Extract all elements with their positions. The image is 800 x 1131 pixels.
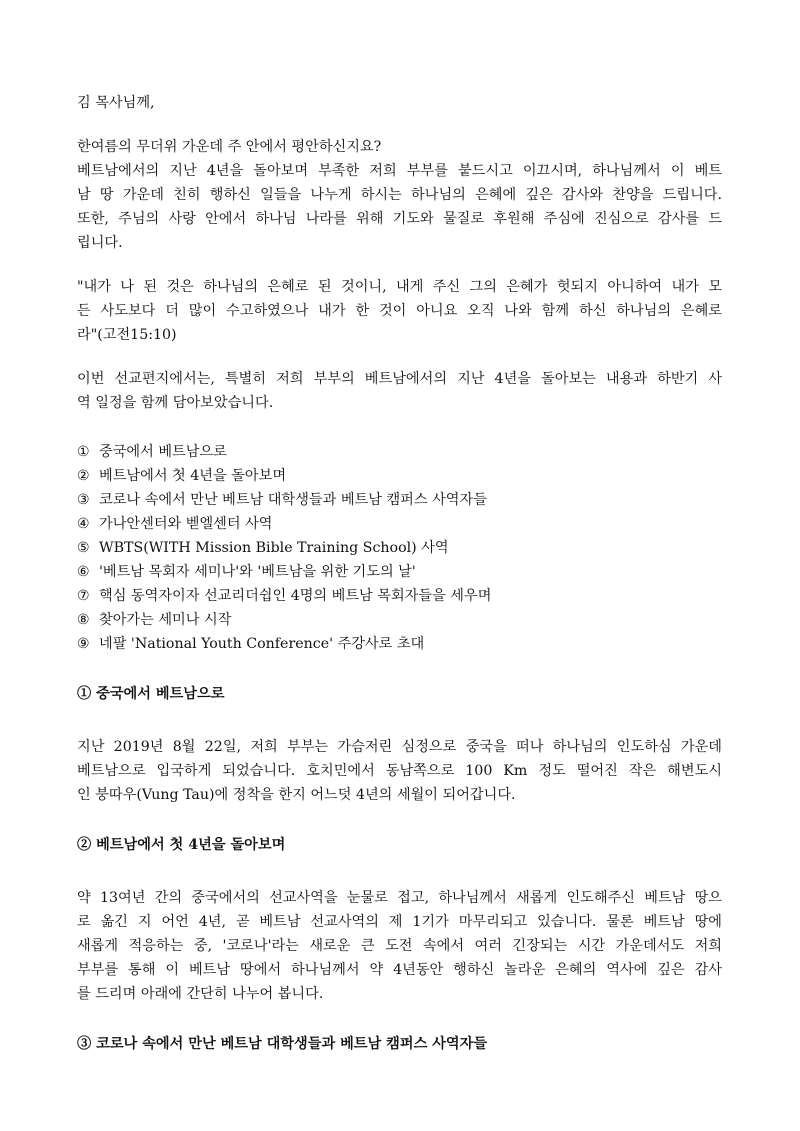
summary-line: 이번 선교편지에서는, 특별히 저희 부부의 베트남에서의 지난 4년을 돌아보는 내용과 하반기 사 — [77, 371, 722, 387]
verse-line: 라"(고전15:10) — [77, 327, 177, 343]
body-line: 지난 2019년 8월 22일, 저희 부부는 가슴저린 심정으로 중국을 떠나 하나님의 인도하심 가운데 — [77, 739, 722, 755]
toc-item — [77, 512, 722, 536]
intro-line: 한여름의 무더위 가운데 주 안에서 평안하신지요? — [77, 139, 382, 155]
body-line: 부부를 통해 이 베트남 땅에서 하나님께서 약 4년동안 행하신 놀라운 은혜의 역사에 깊은 감사 — [77, 962, 722, 978]
toc-text: 중국에서 베트남으로 — [99, 444, 227, 460]
toc-item — [77, 584, 722, 608]
toc-text: 찾아가는 세미나 시작 — [99, 612, 232, 628]
toc-item — [77, 440, 722, 464]
toc-text: 코로나 속에서 만난 베트남 대학생들과 베트남 캠퍼스 사역자들 — [99, 492, 487, 508]
toc-text: '베트남 목회자 세미나'와 '베트남을 위한 기도의 날' — [99, 564, 416, 580]
toc-item — [77, 560, 722, 584]
toc-number: ⑥ — [77, 564, 90, 580]
toc-text: 핵심 동역자이자 선교리더쉽인 4명의 베트남 목회자들을 세우며 — [99, 588, 492, 604]
toc-item — [77, 464, 722, 488]
body-line: 새롭게 적응하는 중, '코로나'라는 새로운 큰 도전 속에서 여러 긴장되는 시간 가운데서도 저희 — [77, 938, 722, 954]
toc-item — [77, 488, 722, 512]
verse-line: "내가 나 된 것은 하나님의 은혜로 된 것이니, 내게 주신 그의 은혜가 헛되지 아니하여 내가 모 — [77, 279, 722, 295]
bible-verse — [77, 275, 722, 347]
intro-paragraph — [77, 135, 722, 255]
toc-number: ① — [77, 444, 90, 460]
toc-number: ⑧ — [77, 612, 90, 628]
toc-number: ④ — [77, 516, 90, 532]
section-body — [77, 886, 722, 1006]
toc-number: ③ — [77, 492, 90, 508]
summary-line: 역 일정을 함께 담아보았습니다. — [77, 395, 274, 411]
intro-line: 또한, 주님의 사랑 안에서 하나님 나라를 위해 기도와 물질로 후원해 주심에 진심으로 감사를 드 — [77, 211, 722, 227]
intro-line: 베트남에서의 지난 4년을 돌아보며 부족한 저희 부부를 붙드시고 이끄시며, 하나님께서 이 베트 — [77, 163, 722, 179]
toc-number: ⑤ — [77, 540, 90, 556]
toc-number: ⑦ — [77, 588, 90, 604]
toc-number: ⑨ — [77, 636, 90, 652]
body-line: 약 13여년 간의 중국에서의 선교사역을 눈물로 접고, 하나님께서 새롭게 인도해주신 베트남 땅으 — [77, 890, 722, 906]
section-body — [77, 735, 722, 807]
body-line: 인 붕따우(Vung Tau)에 정착을 한지 어느덧 4년의 세월이 되어갑니다. — [77, 787, 516, 803]
toc-text: WBTS(WITH Mission Bible Training School) 사역 — [99, 540, 449, 556]
toc-text: 네팔 'National Youth Conference' 주강사로 초대 — [99, 636, 425, 652]
section-heading: ① 중국에서 베트남으로 — [77, 686, 225, 702]
intro-line: 립니다. — [77, 235, 123, 251]
section-heading: ② 베트남에서 첫 4년을 돌아보며 — [77, 837, 286, 853]
greeting: 김 목사님께, — [77, 95, 155, 111]
toc-number: ② — [77, 468, 90, 484]
body-line: 베트남으로 입국하게 되었습니다. 호치민에서 동남쪽으로 100 Km 정도 떨어진 작은 해변도시 — [77, 763, 722, 779]
body-line: 로 옮긴 지 어언 4년, 곧 베트남 선교사역의 제 1기가 마무리되고 있습니다. 물론 베트남 땅에 — [77, 914, 722, 930]
intro-line: 남 땅 가운데 친히 행하신 일들을 나누게 하시는 하나님의 은혜에 깊은 감사와 찬양을 드립니다. — [77, 187, 722, 203]
verse-line: 든 사도보다 더 많이 수고하였으나 내가 한 것이 아니요 오직 나와 함께 하신 하나님의 은혜로 — [77, 303, 722, 319]
toc-item — [77, 608, 722, 632]
toc-text: 베트남에서 첫 4년을 돌아보며 — [99, 468, 287, 484]
toc-item — [77, 632, 722, 656]
table-of-contents — [77, 440, 722, 656]
summary-paragraph — [77, 367, 722, 415]
toc-text: 가나안센터와 벧엘센터 사역 — [99, 516, 273, 532]
toc-item — [77, 536, 722, 560]
body-line: 를 드리며 아래에 간단히 나누어 봅니다. — [77, 986, 324, 1002]
section-heading: ③ 코로나 속에서 만난 베트남 대학생들과 베트남 캠퍼스 사역자들 — [77, 1036, 488, 1052]
